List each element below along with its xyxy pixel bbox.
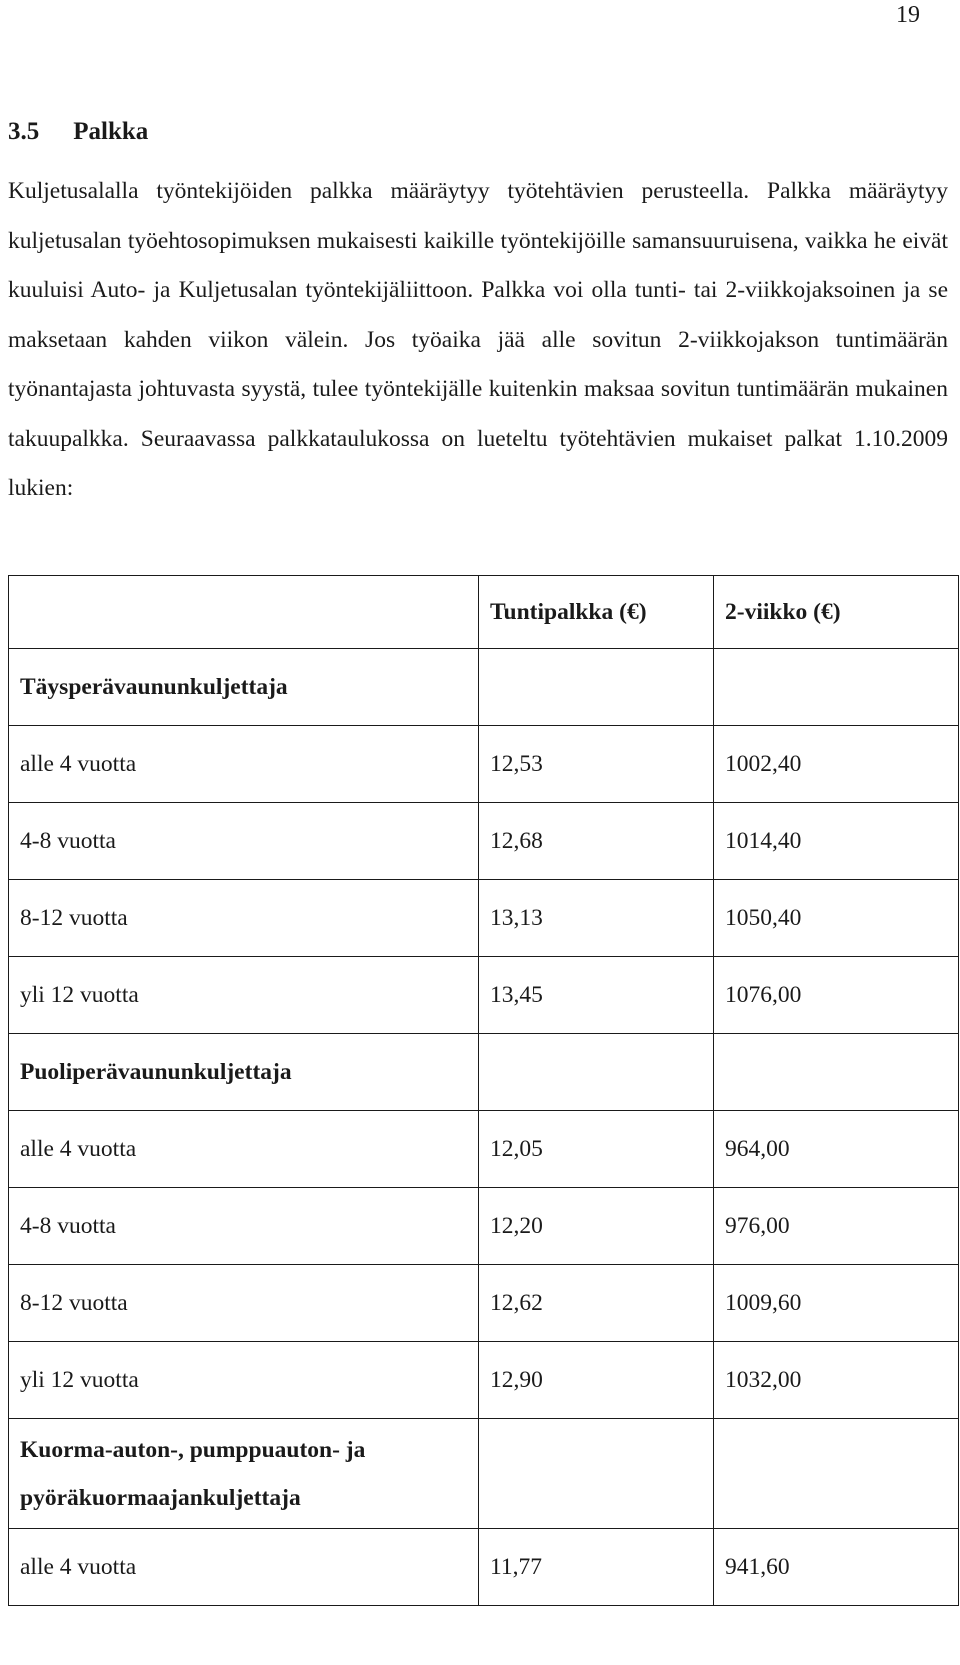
hourly-value: 12,90 bbox=[479, 1342, 714, 1419]
hourly-value: 12,68 bbox=[479, 803, 714, 880]
biweekly-value: 1050,40 bbox=[714, 880, 959, 957]
group-row bbox=[9, 1419, 959, 1529]
biweekly-value: 1009,60 bbox=[714, 1265, 959, 1342]
table-row bbox=[9, 1529, 959, 1606]
biweekly-value: 1014,40 bbox=[714, 803, 959, 880]
table-header-row bbox=[9, 576, 959, 649]
header-cell-biweekly: 2-viikko (€) bbox=[714, 576, 959, 649]
group-row bbox=[9, 649, 959, 726]
biweekly-value: 1002,40 bbox=[714, 726, 959, 803]
hourly-value: 12,62 bbox=[479, 1265, 714, 1342]
row-label: yli 12 vuotta bbox=[9, 1342, 479, 1419]
table-row bbox=[9, 1342, 959, 1419]
row-label: alle 4 vuotta bbox=[9, 726, 479, 803]
group-label bbox=[9, 1419, 479, 1529]
group-label: Puoliperävaununkuljettaja bbox=[9, 1034, 479, 1111]
row-label: 8-12 vuotta bbox=[9, 880, 479, 957]
group-row bbox=[9, 1034, 959, 1111]
section-number: 3.5 bbox=[8, 118, 40, 145]
header-cell-empty bbox=[9, 576, 479, 649]
table-row bbox=[9, 1111, 959, 1188]
biweekly-value: 976,00 bbox=[714, 1188, 959, 1265]
section-title: Palkka bbox=[73, 118, 149, 145]
row-label: 4-8 vuotta bbox=[9, 803, 479, 880]
hourly-value: 13,45 bbox=[479, 957, 714, 1034]
table-row bbox=[9, 880, 959, 957]
hourly-value: 12,53 bbox=[479, 726, 714, 803]
biweekly-value: 964,00 bbox=[714, 1111, 959, 1188]
body-paragraph: Kuljetusalalla työntekijöiden palkka määräytyy työtehtävien perusteella. Palkka määräytyy kuljetusalan työehtosopimuksen mukaisesti kaikille työntekijöille samansuuruisena, vaikka he eivät kuuluisi Auto- ja Kuljetusalan työntekijäliittoon. Palkka voi olla tunti- tai 2-viikkojaksoinen ja se maksetaan kahden viikon välein. Jos työaika jää alle sovitun 2-viikkojakson tuntimäärän työnantajasta johtuvasta syystä, tulee työntekijälle kuitenkin maksaa sovitun tuntimäärän mukainen takuupalkka. Seuraavassa palkkataulukossa on lueteltu työtehtävien mukaiset palkat 1.10.2009 lukien: bbox=[8, 178, 948, 501]
row-label: 8-12 vuotta bbox=[9, 1265, 479, 1342]
table-row bbox=[9, 803, 959, 880]
row-label: alle 4 vuotta bbox=[9, 1529, 479, 1606]
row-label: alle 4 vuotta bbox=[9, 1111, 479, 1188]
table-row bbox=[9, 1188, 959, 1265]
table-row bbox=[9, 957, 959, 1034]
page-number: 19 bbox=[896, 2, 920, 28]
group-label-line-2: pyöräkuormaajankuljettaja bbox=[20, 1484, 301, 1511]
salary-table bbox=[8, 575, 959, 1606]
hourly-value: 12,20 bbox=[479, 1188, 714, 1265]
row-label: 4-8 vuotta bbox=[9, 1188, 479, 1265]
hourly-value: 13,13 bbox=[479, 880, 714, 957]
biweekly-value: 1032,00 bbox=[714, 1342, 959, 1419]
biweekly-value: 1076,00 bbox=[714, 957, 959, 1034]
header-cell-hourly: Tuntipalkka (€) bbox=[479, 576, 714, 649]
row-label: yli 12 vuotta bbox=[9, 957, 479, 1034]
hourly-value: 11,77 bbox=[479, 1529, 714, 1606]
table-row bbox=[9, 1265, 959, 1342]
section-heading bbox=[8, 118, 148, 146]
biweekly-value: 941,60 bbox=[714, 1529, 959, 1606]
hourly-value: 12,05 bbox=[479, 1111, 714, 1188]
group-label-line-1: Kuorma-auton-, pumppuauton- ja bbox=[20, 1436, 366, 1463]
group-label: Täysperävaununkuljettaja bbox=[9, 649, 479, 726]
table-row bbox=[9, 726, 959, 803]
